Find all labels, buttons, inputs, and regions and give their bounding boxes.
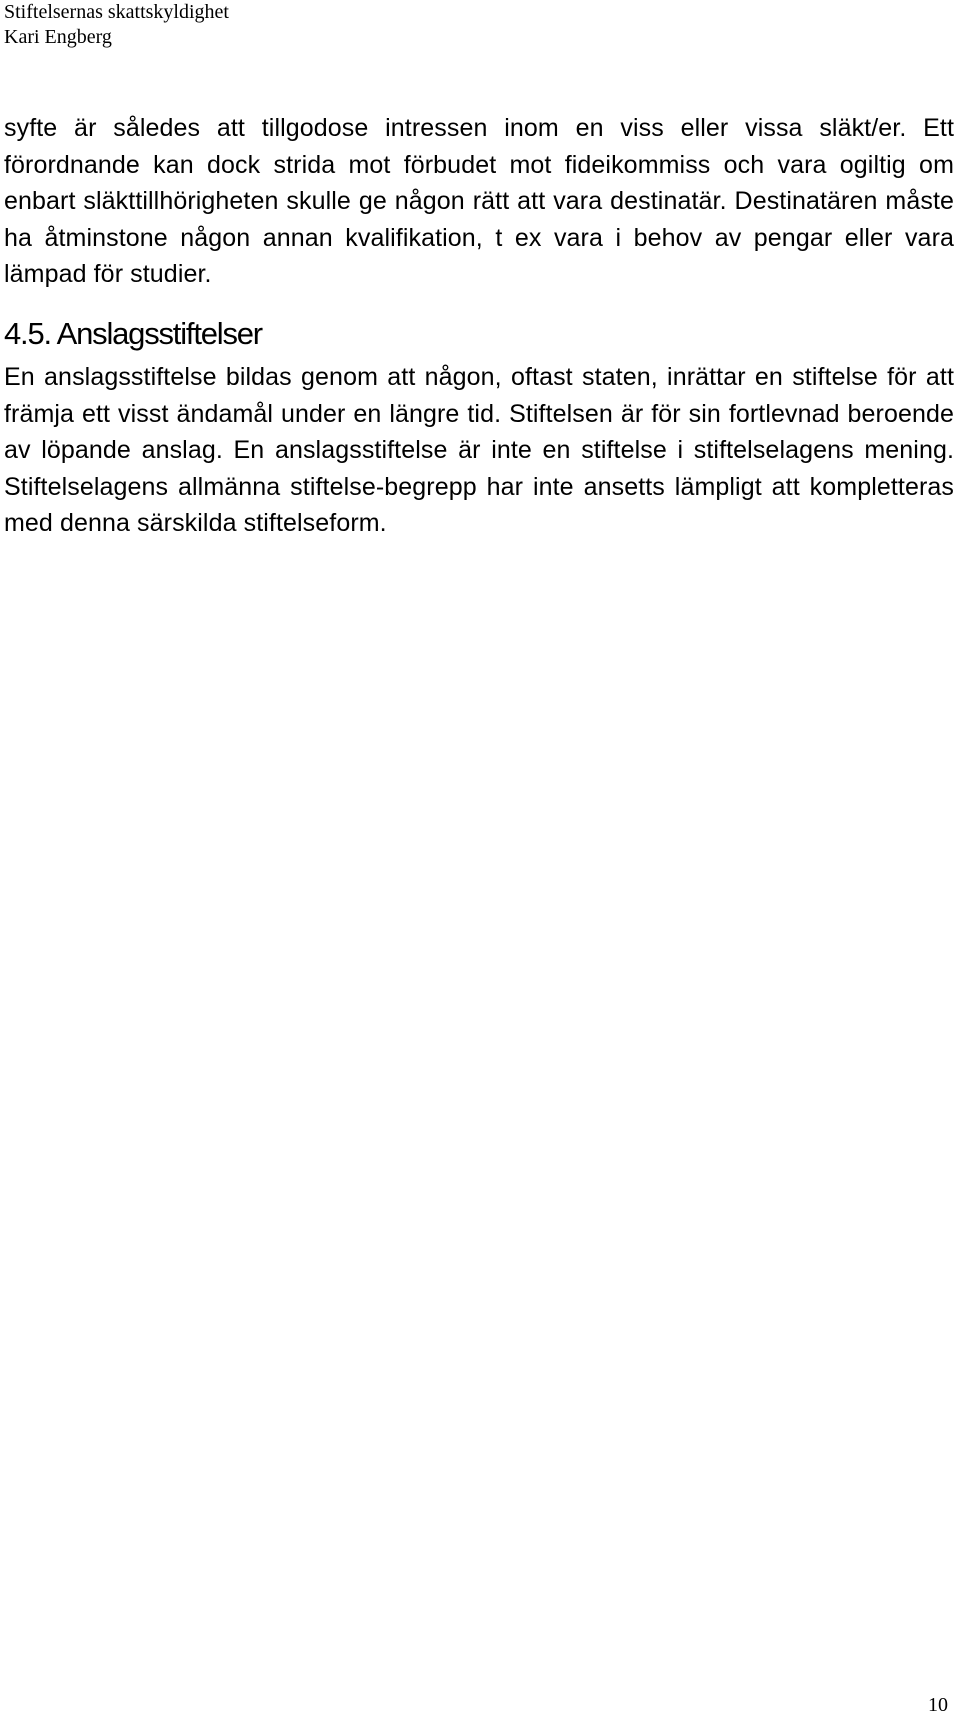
page-number: 10	[928, 1694, 948, 1716]
section-heading	[4, 315, 954, 353]
page-body	[4, 110, 954, 542]
running-header	[4, 0, 229, 50]
paragraph-continued: syfte är således att tillgodose intressen inom en viss eller vissa släkt/er. Ett förordnande kan dock strida mot förbudet mot fideikommiss och vara ogiltig om enbart släkttillhörigheten skulle ge någon rätt att vara destinatär. Destinatären måste ha åtminstone någon annan kvalifikation, t ex vara i behov av pengar eller vara lämpad för studier.	[4, 114, 954, 289]
section-title: Anslagsstiftelser	[56, 315, 262, 351]
document-title: Stiftelsernas skattskyldighet	[4, 1, 229, 23]
document-author: Kari Engberg	[4, 26, 112, 48]
paragraph-anslagsstiftelser: En anslagsstiftelse bildas genom att någon, oftast staten, inrättar en stiftelse för att främja ett visst ändamål under en längre tid. Stiftelsen är för sin fortlevnad beroende av löpande anslag. En anslagsstiftelse är inte en stiftelse i stiftelselagens mening. Stiftelselagens allmänna stiftelse-begrepp har inte ansetts lämpligt att kompletteras med denna särskilda stiftelseform.	[4, 362, 954, 538]
section-number: 4.5.	[4, 315, 51, 351]
